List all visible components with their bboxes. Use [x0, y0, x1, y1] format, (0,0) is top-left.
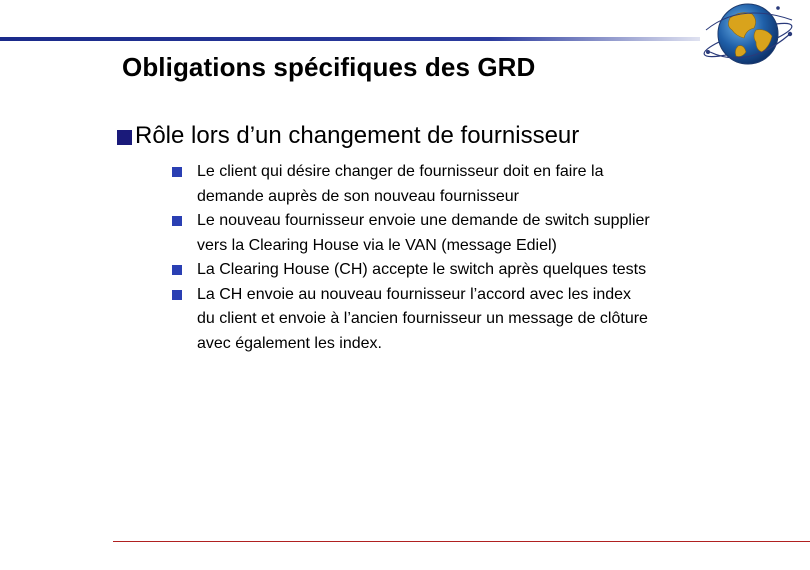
globe-icon [700, 0, 806, 80]
list-item-line: Le client qui désire changer de fournisseur doit en faire la [197, 163, 604, 180]
header-rule [0, 37, 700, 41]
list-item [171, 160, 771, 209]
list-item-line: du client et envoie à l’ancien fournisseur un message de clôture [197, 310, 648, 327]
section-heading [117, 122, 579, 150]
slide-title: Obligations spécifiques des GRD [122, 52, 536, 82]
list-item-line: La Clearing House (CH) accepte le switch après quelques tests [197, 261, 647, 278]
square-bullet-icon [172, 265, 182, 275]
square-bullet-icon [172, 290, 182, 300]
section-heading-text: Rôle lors d’un changement de fournisseur [135, 122, 580, 149]
list-item-line: Le nouveau fournisseur envoie une demande de switch supplier [197, 212, 650, 229]
list-item-line: vers la Clearing House via le VAN (message Ediel) [197, 236, 557, 254]
list-item [171, 258, 771, 283]
footer-rule [113, 541, 810, 542]
list-item-line: La CH envoie au nouveau fournisseur l’accord avec les index [197, 285, 632, 303]
list-item [171, 209, 771, 258]
list-item-line: avec également les index. [197, 334, 382, 352]
square-bullet-icon [172, 167, 182, 177]
list-item-line: demande auprès de son nouveau fournisseur [197, 187, 519, 205]
square-bullet-icon [172, 216, 182, 226]
square-bullet-icon [117, 130, 132, 145]
list-item [171, 283, 771, 357]
bullet-list [171, 160, 771, 356]
